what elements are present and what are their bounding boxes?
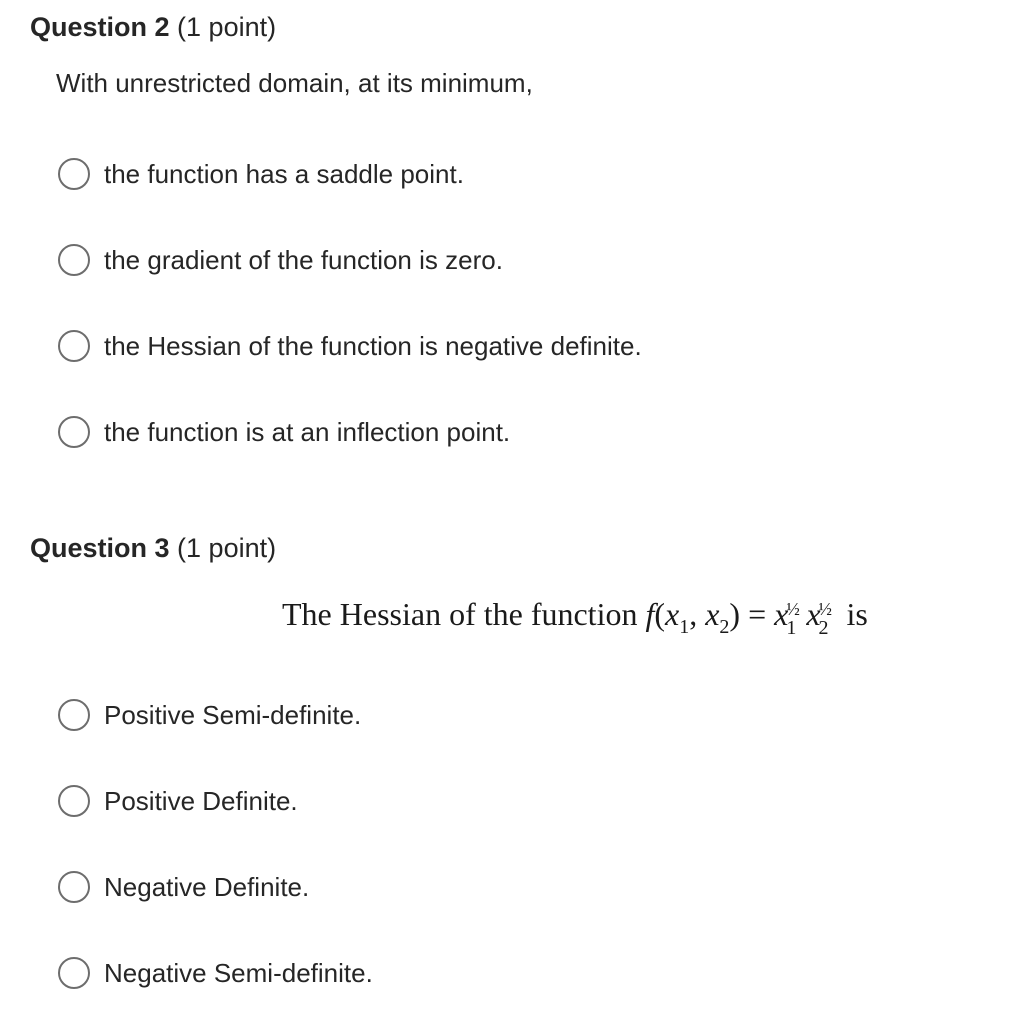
question-3-prompt	[282, 598, 868, 637]
math-f: f	[645, 596, 655, 632]
option-label: the function has a saddle point.	[104, 159, 464, 189]
option-label: the function is at an inflection point.	[104, 417, 511, 447]
math-script-2	[818, 598, 839, 639]
radio-button[interactable]	[58, 416, 90, 448]
option-label: Positive Definite.	[104, 786, 298, 816]
question-3-label: Question 3	[30, 533, 170, 563]
question-2-option-2[interactable]	[58, 242, 503, 278]
option-label: Negative Definite.	[104, 872, 310, 902]
question-3-option-2[interactable]	[58, 783, 298, 819]
radio-button[interactable]	[58, 871, 90, 903]
math-script-1	[786, 598, 806, 639]
math-x2: x	[705, 596, 720, 632]
question-3-title	[30, 535, 276, 562]
math-x2-rhs: x	[806, 596, 821, 632]
radio-button[interactable]	[58, 158, 90, 190]
question-2-points: (1 point)	[177, 12, 277, 42]
math-equals: =	[740, 596, 775, 632]
radio-button[interactable]	[58, 244, 90, 276]
radio-button[interactable]	[58, 330, 90, 362]
question-2-option-3[interactable]	[58, 328, 642, 364]
prompt-text: The Hessian of the function	[282, 596, 638, 632]
option-label: the gradient of the function is zero.	[104, 245, 503, 275]
question-3-option-3[interactable]	[58, 869, 309, 905]
radio-button[interactable]	[58, 699, 90, 731]
option-label: Negative Semi-definite.	[104, 958, 373, 988]
math-exp-half-1: ½	[786, 599, 800, 619]
math-sub-1-rhs: 1	[786, 617, 797, 639]
question-2-label: Question 2	[30, 12, 170, 42]
math-x1-rhs: x	[774, 596, 789, 632]
math-sub-2: 2	[719, 616, 730, 638]
prompt-text-after: is	[846, 596, 868, 632]
question-3-option-4[interactable]	[58, 955, 373, 991]
math-sub-1: 1	[679, 616, 690, 638]
math-x1: x	[665, 596, 680, 632]
option-label: Positive Semi-definite.	[104, 700, 362, 730]
question-3-points: (1 point)	[177, 533, 277, 563]
question-2-option-4[interactable]	[58, 414, 510, 450]
question-2-prompt: With unrestricted domain, at its minimum,	[56, 68, 533, 98]
math-sub-2-rhs: 2	[818, 617, 829, 639]
question-2-title	[30, 14, 276, 41]
question-3-option-1[interactable]	[58, 697, 361, 733]
option-label: the Hessian of the function is negative definite.	[104, 331, 642, 361]
math-close-paren: )	[729, 596, 741, 632]
math-open-paren: (	[654, 596, 665, 632]
question-2-option-1[interactable]	[58, 156, 464, 192]
math-comma: ,	[689, 596, 706, 632]
radio-button[interactable]	[58, 957, 90, 989]
math-exp-half-2: ½	[818, 599, 833, 619]
radio-button[interactable]	[58, 785, 90, 817]
